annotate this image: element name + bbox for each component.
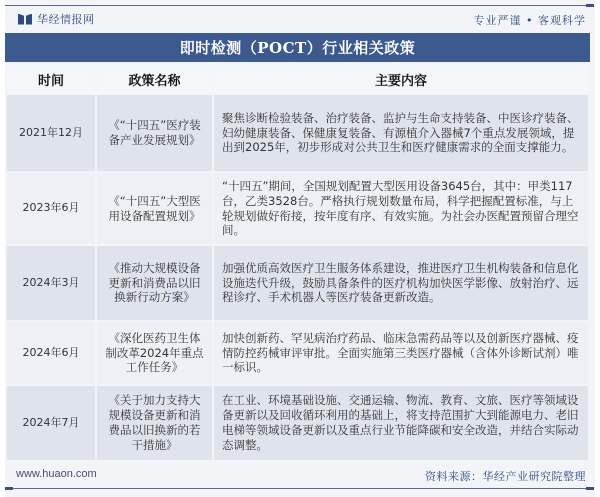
row-policy-name: 《深化医药卫生体制改革2024年重点工作任务》 [97,322,212,384]
row-content: 聚焦诊断检验装备、治疗装备、监护与生命支持装备、中医诊疗装备、妇幼健康装备、保健康复装备、有源植介入器械7个重点发展领域，提出到2025年，初步形成对公共卫生和医疗健康需求的全面支撑能力。 [214,95,588,171]
row-date: 2023年6月 [7,173,95,244]
table-row [7,386,588,460]
bottom-divider [5,488,590,489]
column-header-content: 主要内容 [214,65,588,93]
slogan: 专业严谨 • 客观科学 [473,14,586,27]
row-policy-name: 《关于加力支持大规模设备更新和消费品以旧换新的若干措施》 [97,386,212,460]
brand [18,11,95,27]
row-content: 加快创新药、罕见病治疗药品、临床急需药品等以及创新医疗器械、疫情防控药械审评审批。全面实施第三类医疗器械（含体外诊断试剂）唯一标识。 [214,322,588,384]
table-header-row [7,65,588,93]
table-row [7,95,588,171]
table-row [7,322,588,384]
row-date: 2024年7月 [7,386,95,460]
row-date: 2021年12月 [7,95,95,171]
bottom-divider-cap-left [5,487,13,490]
column-header-policy-name: 政策名称 [97,65,212,93]
column-header-date: 时间 [7,65,95,93]
row-policy-name: 《“十四五”医疗装备产业发展规划》 [97,95,212,171]
row-content: 在工业、环境基础设施、交通运输、物流、教育、文旅、医疗等领域设备更新以及回收循环利用的基础上，将支持范围扩大到能源电力、老旧电梯等领域设备更新以及重点行业节能降碳和安全改造，并结合实际动态调整。 [214,386,588,460]
row-date: 2024年3月 [7,246,95,320]
table-row [7,173,588,244]
row-policy-name: 《推动大规模设备更新和消费品以旧换新行动方案》 [97,246,212,320]
row-date: 2024年6月 [7,322,95,384]
website-url: www.huaon.com [16,468,97,480]
page-title: 即时检测（POCT）行业相关政策 [5,33,590,62]
brand-name: 华经情报网 [37,13,95,26]
top-divider-cap [586,4,594,7]
data-source: 资料来源：华经产业研究院整理 [425,470,586,483]
table-row [7,246,588,320]
policy-table [5,63,590,462]
row-policy-name: 《“十四五”大型医用设备配置规划》 [97,173,212,244]
row-content: 加强优质高效医疗卫生服务体系建设，推进医疗卫生机构装备和信息化设施迭代升级，鼓励具备条件的医疗机构加快医学影像、放射治疗、远程诊疗、手术机器人等医疗装备更新改造。 [214,246,588,320]
row-content: “十四五”期间，全国规划配置大型医用设备3645台，其中：甲类117台，乙类3528台。严格执行规划数量布局，科学把握配置标准，与上轮规划做好衔接，按年度有序、有效实施。为社会办医配置预留合理空间。 [214,173,588,244]
top-divider [5,5,590,6]
bottom-divider-cap-right [586,487,594,490]
book-logo-icon [18,14,32,25]
